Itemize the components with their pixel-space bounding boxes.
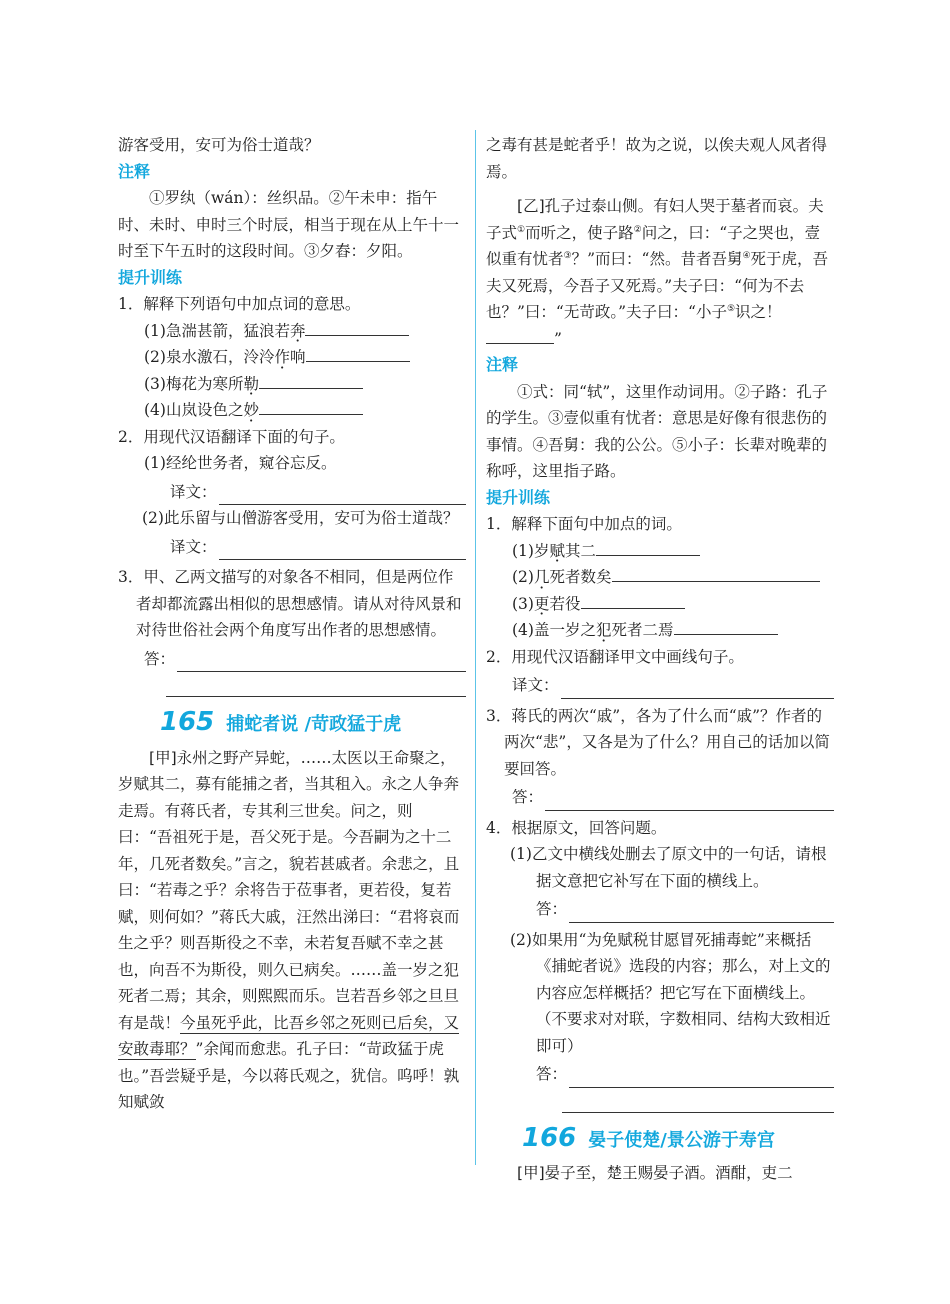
section-title: 晏子使楚/景公游于寿宫: [588, 1129, 775, 1151]
translation-line[interactable]: 译文：: [512, 672, 834, 699]
section-title: 捕蛇者说 /苛政猛于虎: [226, 714, 402, 735]
section-166-header: [522, 1122, 834, 1155]
right-column: [486, 132, 834, 1187]
missing-sentence-blank[interactable]: [486, 327, 554, 344]
section-number: 166: [522, 1122, 577, 1153]
q1-item-2: (2)几死者数矣: [486, 564, 834, 591]
yi-passage: [乙]孔子过泰山侧。有妇人哭于墓者而哀。夫子式①而听之，使子路②问之，曰：“子之哭也，壹似重有忧者③？”而曰：“然。昔者吾舅④死于虎，吾夫又死焉，今吾子又死焉。”夫子曰：“何为不去也？”曰：“无苛政。”夫子曰：“小子⑤识之！”: [486, 197, 829, 348]
question-1: 1．解释下列语句中加点词的意思。: [118, 295, 361, 313]
answer-line[interactable]: 答：: [512, 784, 834, 811]
section-165-header: [160, 709, 466, 739]
training-heading: 提升训练: [486, 487, 551, 507]
answer-line[interactable]: 答：: [536, 1061, 834, 1088]
answer-blank[interactable]: [596, 539, 700, 556]
q1-item-1: (1)岁赋其二: [486, 538, 834, 565]
q4-part-1: (1)乙文中横线处删去了原文中的一句话，请根据文意把它补写在下面的横线上。: [510, 845, 827, 890]
answer-blank[interactable]: [674, 618, 778, 635]
section-number: 165: [160, 707, 215, 737]
answer-line-extra[interactable]: [166, 674, 466, 697]
answer-blank[interactable]: [612, 565, 820, 582]
training-heading: 提升训练: [118, 267, 183, 287]
q2-sentence-2: (2)此乐留与山僧游客受用，安可为俗士道哉？: [142, 509, 459, 527]
q1-item-3: (3)梅花为寒所勒: [118, 371, 466, 398]
notes-text: ①罗纨（wán）：丝织品。②午未申：指午时、未时、申时三个时辰，相当于现在从上午十一时至下午五时的这段时间。③夕舂：夕阳。: [118, 189, 460, 260]
question-1: 1．解释下面句中加点的词。: [486, 515, 682, 533]
question-2: 2．用现代汉语翻译下面的句子。: [118, 427, 345, 446]
answer-blank[interactable]: [306, 345, 410, 362]
notes-heading: 注释: [118, 161, 151, 181]
question-3: 3．蒋氏的两次“戚”，各为了什么而“戚”？作者的两次“悲”，又各是为了什么？用自己的话加以简要回答。: [486, 706, 830, 778]
notes-text: ①式：同“轼”，这里作动词用。②子路：孔子的学生。③壹似重有忧者：意思是好像有很悲伤的事情。④吾舅：我的公公。⑤小子：长辈对晚辈的称呼，这里指子路。: [486, 382, 828, 480]
q1-item-4: (4)盖一岁之犯死者二焉: [486, 617, 834, 644]
underlined-sentence: 今虽死乎此，比吾乡邻之死则已后矣，又安敢毒耶？: [118, 1013, 460, 1058]
answer-blank[interactable]: [259, 372, 363, 389]
left-column: [118, 132, 466, 1116]
passage-continuation: 之毒有甚是蛇者乎！故为之说，以俟夫观人风者得焉。: [486, 136, 828, 181]
question-4: 4．根据原文，回答问题。: [486, 818, 667, 837]
answer-line[interactable]: 答：: [144, 646, 466, 673]
answer-blank[interactable]: [581, 592, 685, 609]
q4-part-2: (2)如果用“为免赋税甘愿冒死捕毒蛇”来概括《捕蛇者说》选段的内容；那么，对上文的内容应怎样概括？把它写在下面横线上。（不要求对对联，字数相同、结构大致相近即可）: [510, 930, 831, 1055]
answer-blank[interactable]: [305, 319, 409, 336]
q1-item-1: (1)急湍甚箭，猛浪若奔: [118, 318, 466, 345]
question-3: 3．甲、乙两文描写的对象各不相同，但是两位作者却都流露出相似的思想感情。请从对待风景和对待世俗社会两个角度写出作者的思想感情。: [118, 568, 462, 639]
column-divider: [475, 130, 476, 1165]
translation-line-1[interactable]: 译文：: [170, 479, 466, 506]
jia-passage: [甲]晏子至，楚王赐晏子酒。酒酣，吏二: [517, 1164, 793, 1182]
q1-item-4: (4)山岚设色之妙: [118, 397, 466, 424]
intro-text: 游客受用，安可为俗士道哉？: [118, 136, 320, 154]
notes-heading: 注释: [486, 355, 519, 374]
translation-line-2[interactable]: 译文：: [170, 534, 466, 561]
q2-sentence-1: (1)经纶世务者，窥谷忘反。: [144, 454, 337, 472]
answer-blank[interactable]: [259, 398, 363, 415]
jia-passage: [甲]永州之野产异蛇，……太医以王命聚之，岁赋其二，募有能捕之者，当其租入。永之人争奔走焉。有蒋氏者，专其利三世矣。问之，则曰：“吾祖死于是，吾父死于是。今吾嗣为之十二年，几死者数矣。”言之，貌若甚戚者。余悲之，且曰：“若毒之乎？余将告于莅事者，更若役，复若赋，则何如？”蒋氏大戚，汪然出涕曰：“君将哀而生之乎？则吾斯役之不幸，未若复吾赋不幸之甚也，向吾不为斯役，则久已病矣。……盖一岁之犯死者二焉；其余，则熙熙而乐。岂若吾乡邻之旦旦有是哉！今虽死乎此，比吾乡邻之死则已后矣，又安敢毒耶？”余闻而愈悲。孔子曰：“苛政猛于虎也。”吾尝疑乎是，今以蒋氏观之，犹信。呜呼！孰知赋敛: [118, 748, 460, 1111]
answer-line-extra[interactable]: [562, 1090, 834, 1113]
answer-line[interactable]: 答：: [536, 896, 834, 923]
question-2: 2．用现代汉语翻译甲文中画线句子。: [486, 647, 744, 666]
q1-item-3: (3)更若役: [486, 591, 834, 618]
q1-item-2: (2)泉水激石，泠泠作响: [118, 344, 466, 371]
